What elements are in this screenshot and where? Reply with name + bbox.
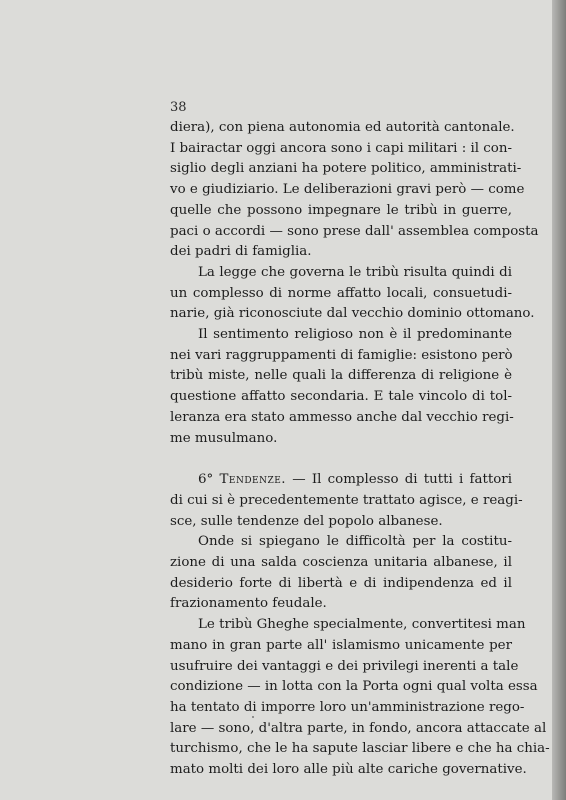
body-text bbox=[170, 118, 550, 781]
text-line: I bairactar oggi ancora sono i capi militari : il con- bbox=[170, 140, 513, 156]
text-line: questione affatto secondaria. E tale vincolo di tol- bbox=[170, 389, 512, 405]
section-number: 6° bbox=[198, 472, 220, 488]
text-line: turchismo, che le ha sapute lasciar libere e che ha chia- bbox=[170, 741, 550, 757]
text-line: paci o accordi — sono prese dall' assemblea composta bbox=[170, 223, 539, 239]
section-title: Tendenze. bbox=[219, 472, 287, 488]
text-line: siglio degli anziani ha potere politico, amministrati- bbox=[170, 161, 522, 177]
text-line: di cui si è precedentemente trattato agisce, e reagi- bbox=[170, 492, 523, 508]
text-line: frazionamento feudale. bbox=[170, 596, 327, 612]
paper-speck bbox=[252, 716, 254, 718]
text-line: tribù miste, nelle quali la differenza di religione è bbox=[170, 368, 512, 384]
section-heading-line bbox=[170, 470, 512, 491]
page-edge-shadow bbox=[552, 0, 566, 800]
text-line: desiderio forte di libertà e di indipendenza ed il bbox=[170, 575, 512, 591]
text-line: nei vari raggruppamenti di famiglie: esistono però bbox=[170, 347, 513, 363]
text-line: condizione — in lotta con la Porta ogni qual volta essa bbox=[170, 679, 538, 695]
text-line: mano in gran parte all' islamismo unicamente per bbox=[170, 637, 512, 653]
text-line: me musulmano. bbox=[170, 430, 278, 446]
text-line: narie, già riconosciute dal vecchio dominio ottomano. bbox=[170, 306, 535, 322]
text-line: mato molti dei loro alle più alte cariche governative. bbox=[170, 762, 527, 778]
text-line: vo e giudiziario. Le deliberazioni gravi però — come bbox=[170, 182, 525, 198]
text-line: un complesso di norme affatto locali, consuetudi- bbox=[170, 285, 512, 301]
text-line: Onde si spiegano le difficoltà per la costitu- bbox=[198, 534, 512, 550]
text-line: Il sentimento religioso non è il predominante bbox=[198, 327, 512, 343]
section-heading-text: — Il complesso di tutti i fattori bbox=[286, 472, 512, 488]
text-line: La legge che governa le tribù risulta quindi di bbox=[198, 264, 512, 280]
text-line: quelle che possono impegnare le tribù in guerre, bbox=[170, 202, 512, 218]
section-gap bbox=[170, 449, 512, 470]
text-line: lare — sono, d'altra parte, in fondo, ancora attaccate al bbox=[170, 720, 547, 736]
text-line: Le tribù Gheghe specialmente, convertitesi man bbox=[198, 617, 526, 633]
text-line: leranza era stato ammesso anche dal vecchio regi- bbox=[170, 409, 514, 425]
text-line: sce, sulle tendenze del popolo albanese. bbox=[170, 513, 443, 529]
text-line: ha tentato di imporre loro un'amministrazione rego- bbox=[170, 699, 525, 715]
text-line: diera), con piena autonomia ed autorità cantonale. bbox=[170, 120, 515, 135]
text-line: zione di una salda coscienza unitaria albanese, il bbox=[170, 555, 512, 571]
page-number: 38 bbox=[170, 100, 187, 115]
text-line: dei padri di famiglia. bbox=[170, 244, 312, 260]
text-line: usufruire dei vantaggi e dei privilegi inerenti a tale bbox=[170, 658, 519, 674]
